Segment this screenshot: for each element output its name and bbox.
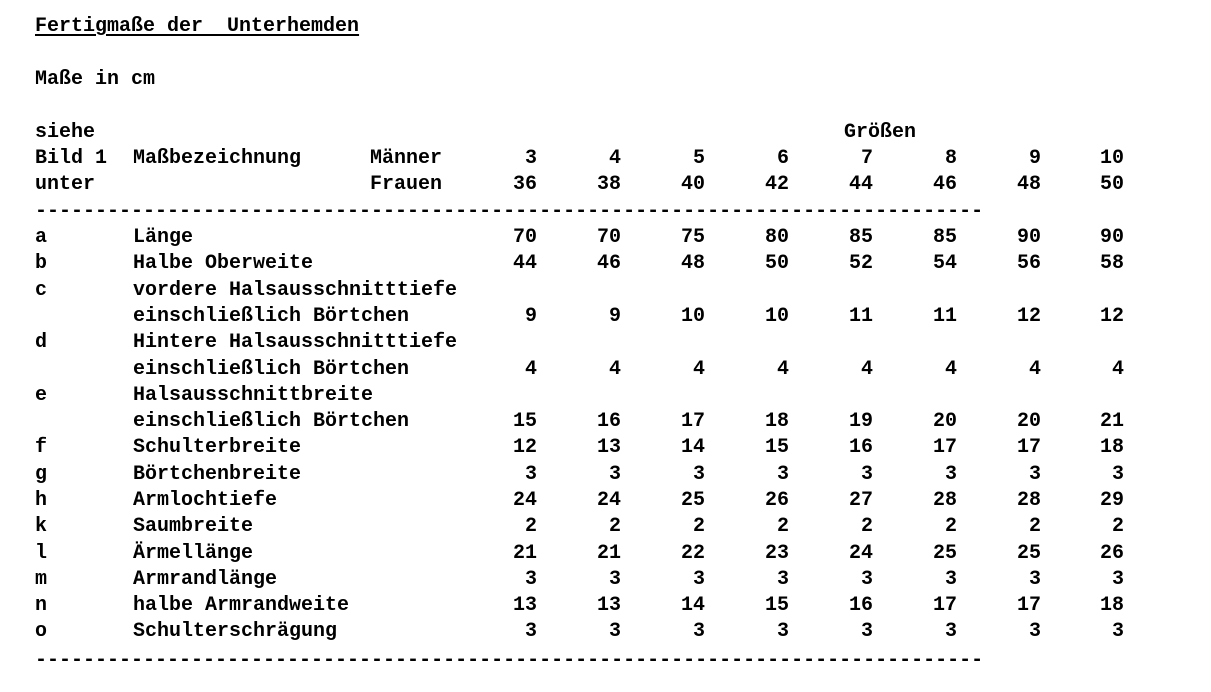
women-size: 48 (1016, 173, 1041, 196)
row-key: o (35, 620, 48, 643)
table-cell-value: 25 (1016, 542, 1041, 565)
row-measure-name-cont: einschließlich Börtchen (133, 358, 410, 381)
table-cell-value: 18 (1099, 594, 1124, 617)
table-cell-value: 3 (524, 463, 537, 486)
table-cell-value: 3 (608, 463, 621, 486)
table-cell-value: 15 (512, 410, 537, 433)
table-cell-value: 13 (596, 436, 621, 459)
table-cell-value: 3 (1028, 463, 1041, 486)
table-cell-value: 80 (764, 226, 789, 249)
table-cell-value: 24 (848, 542, 873, 565)
table-cell-value: 22 (680, 542, 705, 565)
table-cell-value: 14 (680, 436, 705, 459)
row-key: f (35, 436, 48, 459)
row-measure-name: halbe Armrandweite (133, 594, 350, 617)
row-measure-name: Saumbreite (133, 515, 254, 538)
table-cell-value: 27 (848, 489, 873, 512)
row-measure-name: Schulterbreite (133, 436, 302, 459)
table-cell-value: 17 (932, 594, 957, 617)
table-cell-value: 2 (524, 515, 537, 538)
men-size: 4 (608, 147, 621, 170)
table-cell-value: 50 (764, 252, 789, 275)
table-cell-value: 3 (776, 463, 789, 486)
header-ref-line1: siehe (35, 121, 96, 144)
table-cell-value: 3 (692, 463, 705, 486)
row-measure-name: Halbe Oberweite (133, 252, 314, 275)
table-cell-value: 54 (932, 252, 957, 275)
row-measure-name: Länge (133, 226, 194, 249)
document-page (35, 0, 1195, 692)
table-cell-value: 3 (776, 620, 789, 643)
table-cell-value: 14 (680, 594, 705, 617)
header-sizes-label: Größen (844, 121, 917, 144)
table-cell-value: 3 (1028, 568, 1041, 591)
header-men-label: Männer (370, 147, 443, 170)
row-key: k (35, 515, 48, 538)
table-cell-value: 17 (1016, 594, 1041, 617)
row-measure-name: Armlochtiefe (133, 489, 278, 512)
table-cell-value: 23 (764, 542, 789, 565)
table-cell-value: 2 (692, 515, 705, 538)
table-cell-value: 21 (512, 542, 537, 565)
table-cell-value: 46 (596, 252, 621, 275)
document-title: Fertigmaße der Unterhemden (35, 15, 360, 38)
row-measure-name: Halsausschnittbreite (133, 384, 374, 407)
table-cell-value: 58 (1099, 252, 1124, 275)
table-cell-value: 10 (680, 305, 705, 328)
row-key: n (35, 594, 48, 617)
table-cell-value: 28 (1016, 489, 1041, 512)
header-ref-line2: Bild 1 (35, 147, 108, 170)
row-key: e (35, 384, 48, 407)
table-cell-value: 19 (848, 410, 873, 433)
table-cell-value: 3 (944, 463, 957, 486)
table-cell-value: 17 (680, 410, 705, 433)
table-cell-value: 3 (692, 620, 705, 643)
table-cell-value: 3 (608, 568, 621, 591)
top-rule: ------------------------------------------------------------------------------- (35, 200, 984, 223)
row-measure-name-cont: einschließlich Börtchen (133, 305, 410, 328)
row-key: d (35, 331, 48, 354)
table-cell-value: 3 (944, 568, 957, 591)
men-size: 5 (692, 147, 705, 170)
table-cell-value: 4 (692, 358, 705, 381)
table-cell-value: 25 (932, 542, 957, 565)
table-cell-value: 18 (764, 410, 789, 433)
table-cell-value: 90 (1016, 226, 1041, 249)
table-cell-value: 12 (512, 436, 537, 459)
row-measure-name: Börtchenbreite (133, 463, 302, 486)
table-cell-value: 20 (1016, 410, 1041, 433)
header-measure-name: Maßbezeichnung (133, 147, 302, 170)
table-cell-value: 17 (1016, 436, 1041, 459)
table-cell-value: 4 (776, 358, 789, 381)
table-cell-value: 3 (776, 568, 789, 591)
table-cell-value: 13 (596, 594, 621, 617)
table-cell-value: 2 (608, 515, 621, 538)
table-cell-value: 2 (776, 515, 789, 538)
men-size: 3 (524, 147, 537, 170)
table-cell-value: 2 (860, 515, 873, 538)
units-note: Maße in cm (35, 68, 156, 91)
table-cell-value: 26 (1099, 542, 1124, 565)
women-size: 36 (512, 173, 537, 196)
row-measure-name: Ärmellänge (133, 542, 254, 565)
table-cell-value: 44 (512, 252, 537, 275)
women-size: 40 (680, 173, 705, 196)
header-ref-line3: unter (35, 173, 96, 196)
table-cell-value: 9 (524, 305, 537, 328)
table-cell-value: 16 (596, 410, 621, 433)
table-cell-value: 3 (608, 620, 621, 643)
table-cell-value: 2 (1111, 515, 1124, 538)
men-size: 7 (860, 147, 873, 170)
row-measure-name: Armrandlänge (133, 568, 278, 591)
bottom-rule: ------------------------------------------------------------------------------- (35, 649, 984, 672)
table-cell-value: 17 (932, 436, 957, 459)
row-measure-name-cont: einschließlich Börtchen (133, 410, 410, 433)
table-cell-value: 12 (1099, 305, 1124, 328)
women-size: 44 (848, 173, 873, 196)
women-size: 38 (596, 173, 621, 196)
table-cell-value: 4 (1111, 358, 1124, 381)
women-size: 50 (1099, 173, 1124, 196)
table-cell-value: 4 (608, 358, 621, 381)
table-cell-value: 21 (596, 542, 621, 565)
table-cell-value: 3 (860, 463, 873, 486)
table-cell-value: 15 (764, 594, 789, 617)
table-cell-value: 4 (944, 358, 957, 381)
table-cell-value: 13 (512, 594, 537, 617)
table-cell-value: 2 (944, 515, 957, 538)
table-cell-value: 3 (944, 620, 957, 643)
table-cell-value: 24 (596, 489, 621, 512)
table-cell-value: 16 (848, 436, 873, 459)
header-women-label: Frauen (370, 173, 443, 196)
table-cell-value: 11 (932, 305, 957, 328)
table-cell-value: 4 (860, 358, 873, 381)
table-cell-value: 85 (932, 226, 957, 249)
table-cell-value: 85 (848, 226, 873, 249)
row-measure-name: Hintere Halsausschnitttiefe (133, 331, 458, 354)
table-cell-value: 3 (1028, 620, 1041, 643)
row-key: a (35, 226, 48, 249)
table-cell-value: 3 (860, 568, 873, 591)
table-cell-value: 28 (932, 489, 957, 512)
table-cell-value: 90 (1099, 226, 1124, 249)
table-cell-value: 70 (596, 226, 621, 249)
row-measure-name: vordere Halsausschnitttiefe (133, 279, 458, 302)
table-cell-value: 3 (1111, 463, 1124, 486)
row-key: l (35, 542, 48, 565)
men-size: 10 (1099, 147, 1124, 170)
table-cell-value: 25 (680, 489, 705, 512)
table-cell-value: 26 (764, 489, 789, 512)
table-cell-value: 21 (1099, 410, 1124, 433)
table-cell-value: 48 (680, 252, 705, 275)
table-cell-value: 3 (524, 568, 537, 591)
table-cell-value: 70 (512, 226, 537, 249)
table-cell-value: 52 (848, 252, 873, 275)
table-cell-value: 3 (1111, 620, 1124, 643)
women-size: 42 (764, 173, 789, 196)
table-cell-value: 18 (1099, 436, 1124, 459)
men-size: 9 (1028, 147, 1041, 170)
table-cell-value: 20 (932, 410, 957, 433)
row-measure-name: Schulterschrägung (133, 620, 338, 643)
table-cell-value: 10 (764, 305, 789, 328)
row-key: c (35, 279, 48, 302)
row-key: m (35, 568, 48, 591)
table-cell-value: 4 (524, 358, 537, 381)
table-cell-value: 24 (512, 489, 537, 512)
table-cell-value: 11 (848, 305, 873, 328)
table-cell-value: 3 (1111, 568, 1124, 591)
table-cell-value: 3 (524, 620, 537, 643)
women-size: 46 (932, 173, 957, 196)
table-cell-value: 75 (680, 226, 705, 249)
table-cell-value: 4 (1028, 358, 1041, 381)
men-size: 6 (776, 147, 789, 170)
row-key: b (35, 252, 48, 275)
table-cell-value: 15 (764, 436, 789, 459)
table-cell-value: 2 (1028, 515, 1041, 538)
table-cell-value: 3 (860, 620, 873, 643)
table-cell-value: 29 (1099, 489, 1124, 512)
table-cell-value: 16 (848, 594, 873, 617)
row-key: h (35, 489, 48, 512)
table-cell-value: 9 (608, 305, 621, 328)
men-size: 8 (944, 147, 957, 170)
table-cell-value: 56 (1016, 252, 1041, 275)
table-cell-value: 3 (692, 568, 705, 591)
row-key: g (35, 463, 48, 486)
table-cell-value: 12 (1016, 305, 1041, 328)
